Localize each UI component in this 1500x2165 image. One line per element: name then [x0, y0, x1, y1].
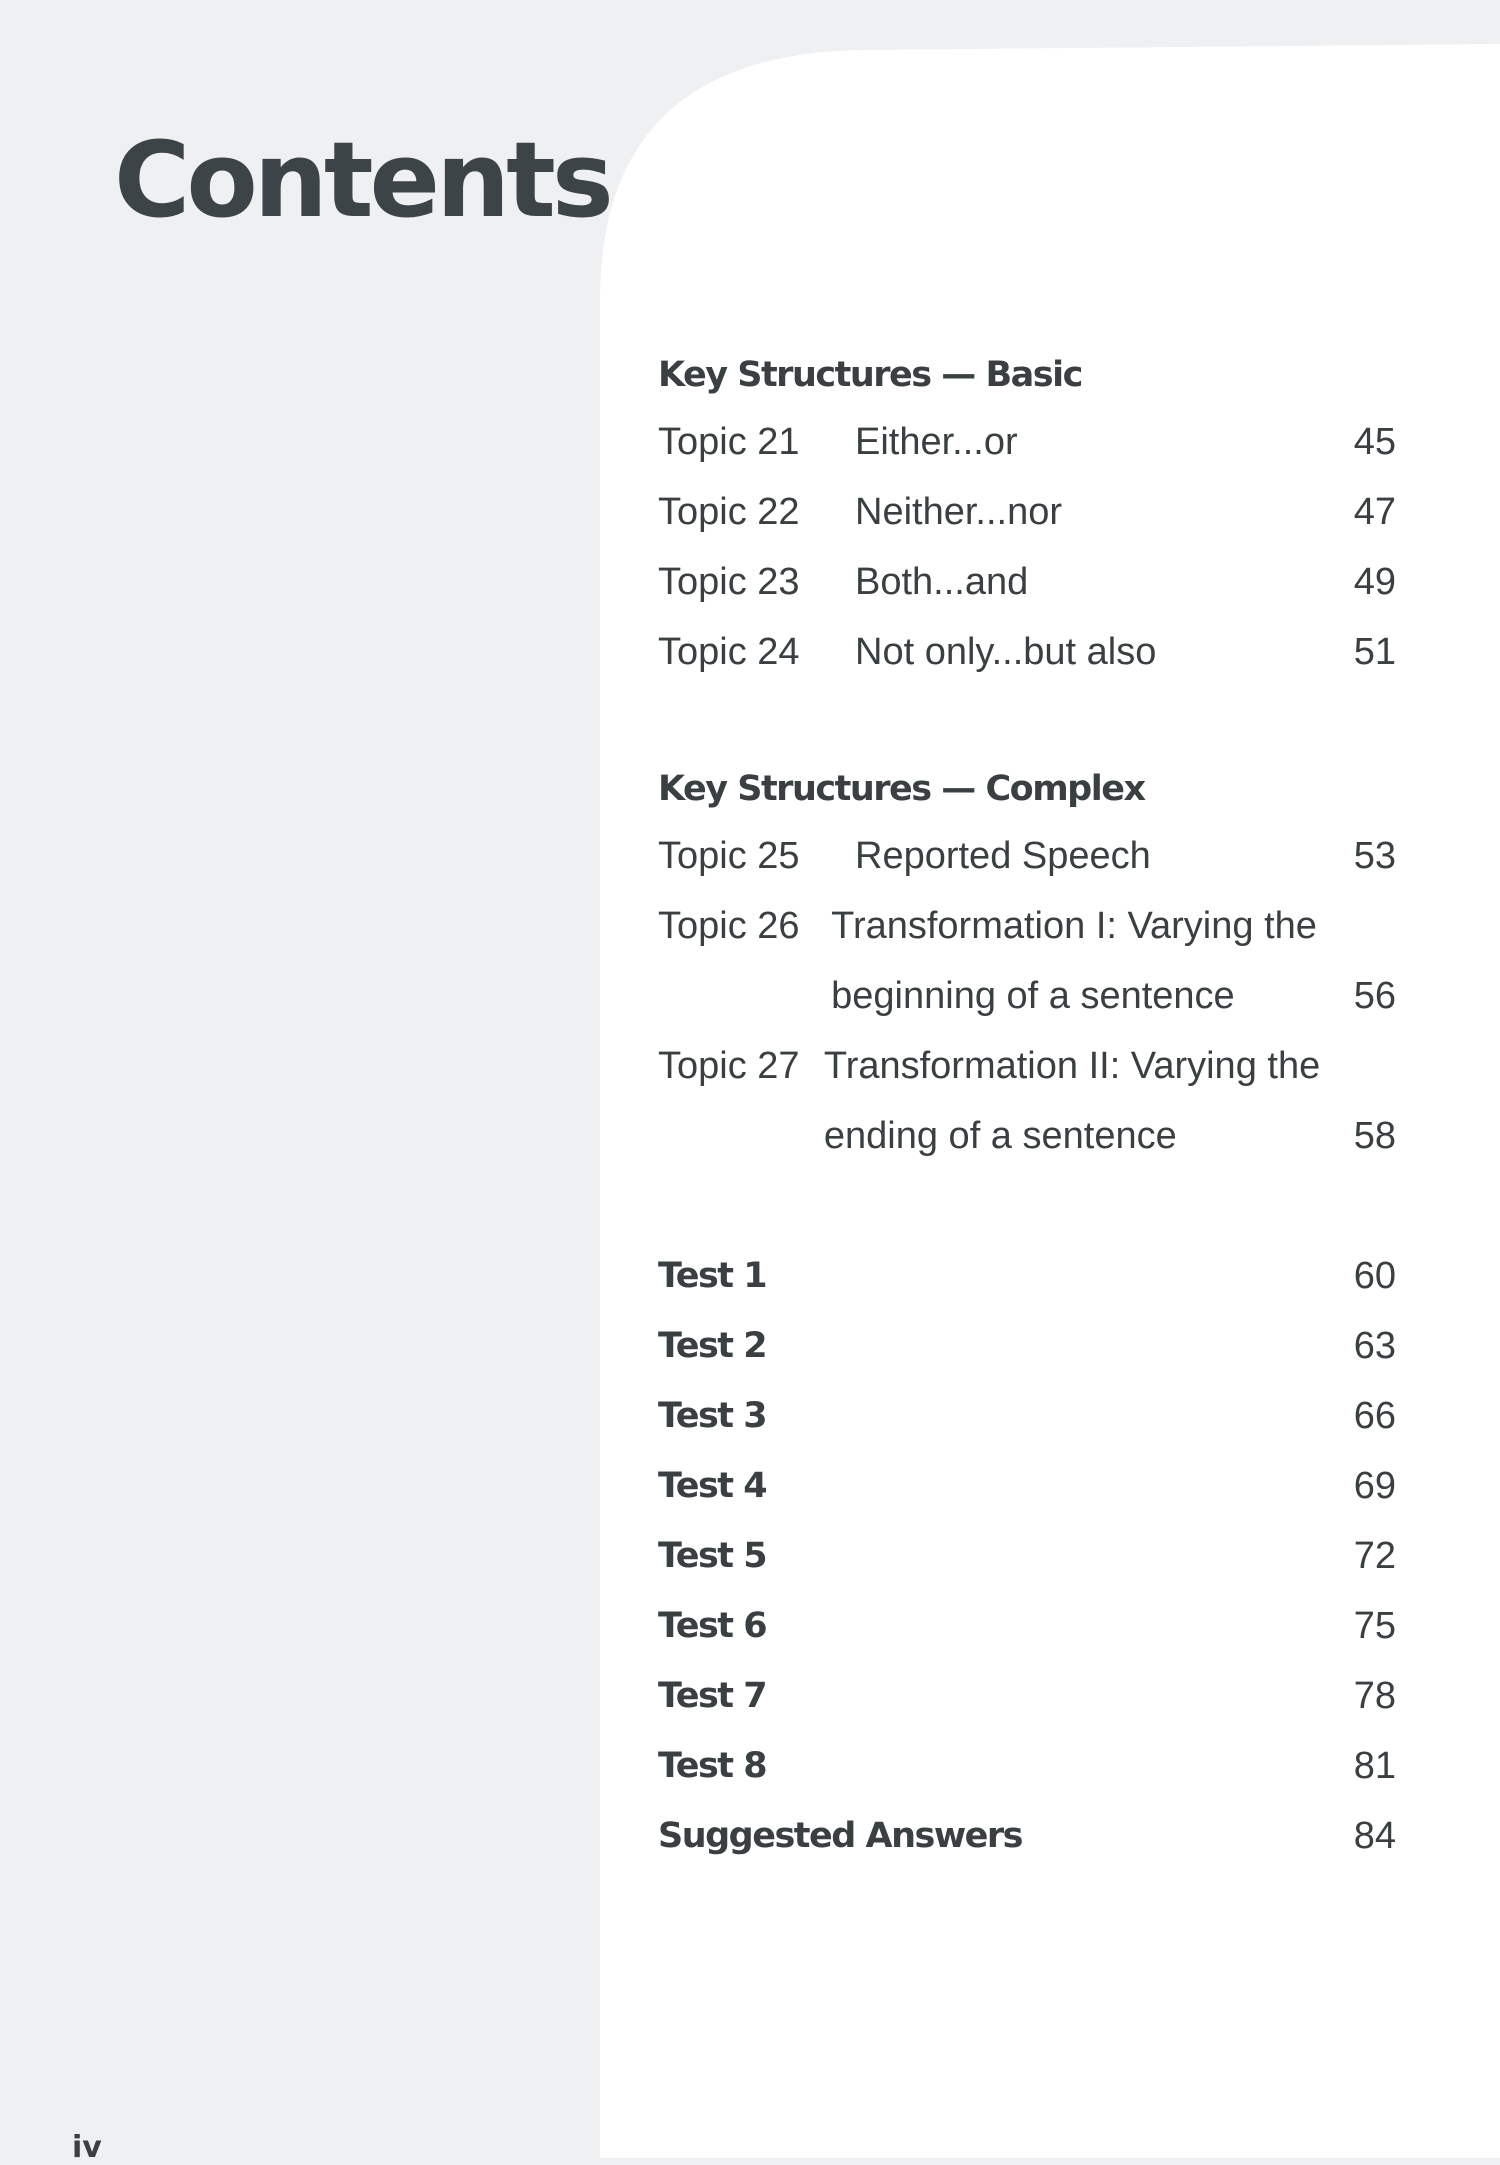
topic-title [824, 1031, 1320, 1171]
table-of-contents [658, 343, 1396, 1871]
toc-entry [658, 1311, 1396, 1381]
topic-title-line: ending of a sentence [823, 1115, 1177, 1157]
page-number: 51 [1353, 631, 1396, 673]
topic-label: Topic 27 [658, 1045, 800, 1087]
topic-label: Topic 26 [658, 905, 800, 947]
page-number: 69 [1353, 1465, 1396, 1507]
page-number: 45 [1353, 421, 1396, 463]
page-number: 47 [1353, 491, 1396, 533]
toc-entry [658, 1661, 1396, 1731]
page-number: 49 [1353, 561, 1396, 603]
section-heading: Key Structures — Complex [658, 769, 1145, 809]
toc-tests [658, 1241, 1396, 1871]
page-number: 66 [1353, 1395, 1396, 1437]
topic-title-line: Both...and [855, 561, 1029, 603]
topic-title [855, 821, 1306, 891]
topic-title-line: Either...or [855, 421, 1018, 463]
topic-title-line: Neither...nor [855, 491, 1062, 533]
page-number: 60 [1353, 1255, 1396, 1297]
page-title: Contents [114, 119, 610, 241]
toc-entry [658, 407, 1396, 477]
page-number: 78 [1353, 1675, 1396, 1717]
toc-entry [658, 891, 1396, 1031]
page-number: 53 [1353, 835, 1396, 877]
page-number: 58 [1353, 1115, 1396, 1157]
test-label: Test 4 [658, 1466, 767, 1506]
topic-label: Topic 22 [658, 491, 800, 533]
toc-entry [658, 1801, 1396, 1871]
topic-title-line: Transformation II: Varying the [823, 1045, 1321, 1087]
topic-label: Topic 25 [658, 835, 800, 877]
test-label: Test 8 [658, 1746, 767, 1786]
topic-title-line: beginning of a sentence [831, 975, 1235, 1017]
toc-entry [658, 1451, 1396, 1521]
topic-title-line: Transformation I: Varying the [831, 905, 1317, 947]
toc-entry [658, 1521, 1396, 1591]
topic-label: Topic 23 [658, 561, 800, 603]
toc-entry [658, 1591, 1396, 1661]
toc-entry [658, 821, 1396, 891]
toc-entry [658, 617, 1396, 687]
toc-entry [658, 477, 1396, 547]
topic-label: Topic 21 [658, 421, 800, 463]
topic-title-line: Not only...but also [855, 631, 1157, 673]
test-label: Test 1 [658, 1256, 767, 1296]
toc-entry [658, 1731, 1396, 1801]
toc-entry [658, 1241, 1396, 1311]
page-number: 56 [1353, 975, 1396, 1017]
toc-entry [658, 1031, 1396, 1171]
topic-title [831, 891, 1317, 1031]
page-number: 84 [1353, 1815, 1396, 1857]
test-label: Test 6 [658, 1606, 767, 1646]
page-folio: iv [72, 2130, 102, 2165]
section-heading: Key Structures — Basic [658, 355, 1082, 395]
test-label: Test 5 [658, 1536, 767, 1576]
topic-label: Topic 24 [658, 631, 800, 673]
toc-section [658, 343, 1396, 687]
page-number: 81 [1353, 1745, 1396, 1787]
page-number: 72 [1353, 1535, 1396, 1577]
topic-title-line: Reported Speech [855, 835, 1151, 877]
test-label: Test 3 [658, 1396, 767, 1436]
page-number: 75 [1353, 1605, 1396, 1647]
topic-title [855, 547, 1306, 617]
page-number: 63 [1353, 1325, 1396, 1367]
toc-entry [658, 547, 1396, 617]
test-label: Test 2 [658, 1326, 767, 1366]
test-label: Test 7 [658, 1676, 767, 1716]
toc-section [658, 757, 1396, 1171]
toc-sections [658, 343, 1396, 1171]
topic-title [855, 477, 1306, 547]
toc-entry [658, 1381, 1396, 1451]
test-label: Suggested Answers [658, 1816, 1023, 1856]
topic-title [855, 407, 1306, 477]
topic-title [855, 617, 1306, 687]
